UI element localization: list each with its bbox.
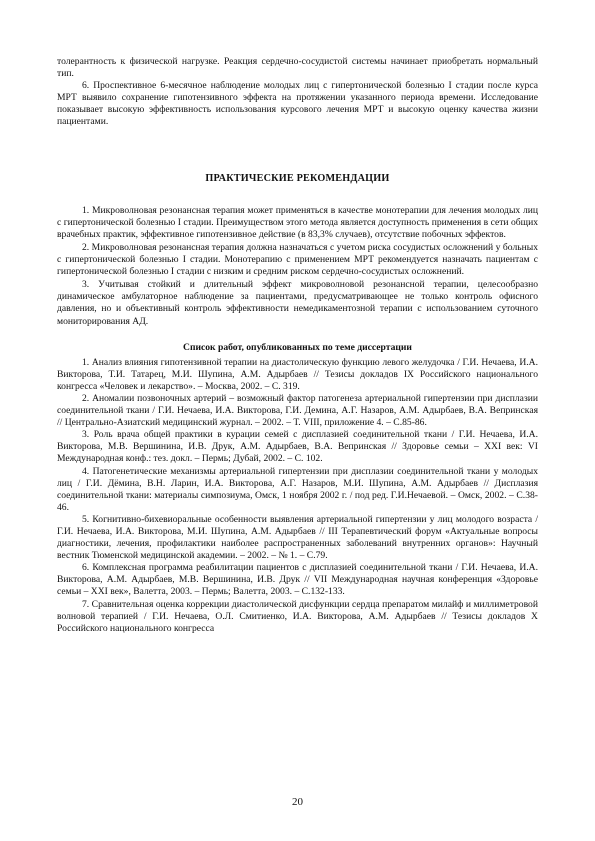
conclusion-5-continuation: толерантность к физической нагрузке. Реакция сердечно-сосудистой системы начинает приобретать нормальный тип. <box>57 56 538 80</box>
publication-item: 5. Когнитивно-бихевиоральные особенности выявления артериальной гипертензии у лиц молодого возраста / Г.И. Нечаева, И.А. Викторова, М.И. Шупина, А.М. Адырбаев // III Терапевтический форум «Актуальные вопросы диагностики, лечения, профилактики наиболее распространенных заболеваний внутренних органов»: Научный вестник Тюменской медицинской академии. – 2002. – № 1. – С.79. <box>57 513 538 562</box>
publication-item: 3. Роль врача общей практики в курации семей с дисплазией соединительной ткани / Г.И. Нечаева, И.А. Викторова, М.В. Вершинина, И.В. Друк, А.М. Адырбаев, В.А. Вепринская // Здоровье семьи – XXI век: VI Международная конф.: тез. докл. – Пермь; Дубай, 2002. – С. 102. <box>57 429 538 465</box>
recommendations-list <box>57 205 538 328</box>
publications-list <box>57 357 538 635</box>
publication-item: 2. Аномалии позвоночных артерий – возможный фактор патогенеза артериальной гипертензии при дисплазии соединительной ткани / Г.И. Нечаева, И.А. Викторова, Г.И. Демина, А.Г. Назаров, А.М. Адырбаев, В.А. Вепринская // Центрально-Азиатский медицинский журнал. – 2002. – Т. VIII, приложение 4. – С.85-86. <box>57 392 538 429</box>
recommendation-item: 1. Микроволновая резонансная терапия может применяться в качестве монотерапии для лечения молодых лиц с гипертонической болезнью I стадии. Преимуществом этого метода является доступность применения в сети общих врачебных практик, эффективное гипотензивное действие (в 83,3% случаев), отсутствие побочных эффектов. <box>57 204 538 240</box>
recommendation-item: 2. Микроволновая резонансная терапия должна назначаться с учетом риска сосудистых осложнений у больных с гипертонической болезнью I стадии. Монотерапию с применением МРТ рекомендуется назначать пациентам с гипертонической болезнью I стадии с низким и средним риском сердечно-сосудистых осложнений. <box>57 241 538 278</box>
publication-item: 6. Комплексная программа реабилитации пациентов с дисплазией соединительной ткани / Г.И. Нечаева, И.А. Викторова, А.М. Адырбаев, М.В. Вершинина, И.В. Друк // VII Международная научная конференция «Здоровье семьи – XXI век», Валетта, 2003. – Пермь; Валетта, 2003. – С.132-133. <box>57 562 538 598</box>
publication-item: 7. Сравнительная оценка коррекции диастолической дисфункции сердца препаратом милайф и миллиметровой волновой терапией / Г.И. Нечаева, О.Л. Смитиенко, И.А. Викторова, А.М. Адырбаев // Тезисы докладов X Российского национального конгресса <box>57 598 538 634</box>
page-number: 20 <box>292 796 303 808</box>
conclusion-6: 6. Проспективное 6-месячное наблюдение молодых лиц с гипертонической болезнью I стадии после курса МРТ выявило сохранение гипотензивного эффекта на протяжении указанного периода времени. Исследование показывает высокую эффективность использования курсового лечения МРТ и высокую оценку качества жизни пациентами. <box>57 80 538 128</box>
publications-heading: Список работ, опубликованных по теме диссертации <box>183 341 412 353</box>
publication-item: 1. Анализ влияния гипотензивной терапии на диастолическую функцию левого желудочка / Г.И. Нечаева, И.А. Викторова, Т.И. Татарец, М.И. Шупина, А.М. Адырбаев // Тезисы докладов IX Российского национального конгресса «Человек и лекарство». – Москва, 2002. – С. 319. <box>57 356 538 392</box>
recommendation-item: 3. Учитывая стойкий и длительный эффект микроволновой резонансной терапии, целесообразно динамическое амбулаторное наблюдение за пациентами, предусматривающее не только контроль офисного давления, но и объективный контроль эффективности немедикаментозной терапии с использованием суточного мониторирования АД. <box>57 279 538 327</box>
conclusions-continuation <box>57 56 538 129</box>
publication-item: 4. Патогенетические механизмы артериальной гипертензии при дисплазии соединительной ткани у молодых лиц / Г.И. Дёмина, В.Н. Ларин, И.А. Викторова, А.Г. Назаров, М.И. Шупина, А.М. Адырбаев // Дисплазия соединительной ткани: материалы симпозиума, Омск, 1 ноября 2002 г. / под ред. Г.И.Нечаевой. – Омск, 2002. – С.38-46. <box>57 465 538 513</box>
recommendations-heading: ПРАКТИЧЕСКИЕ РЕКОМЕНДАЦИИ <box>205 172 390 184</box>
